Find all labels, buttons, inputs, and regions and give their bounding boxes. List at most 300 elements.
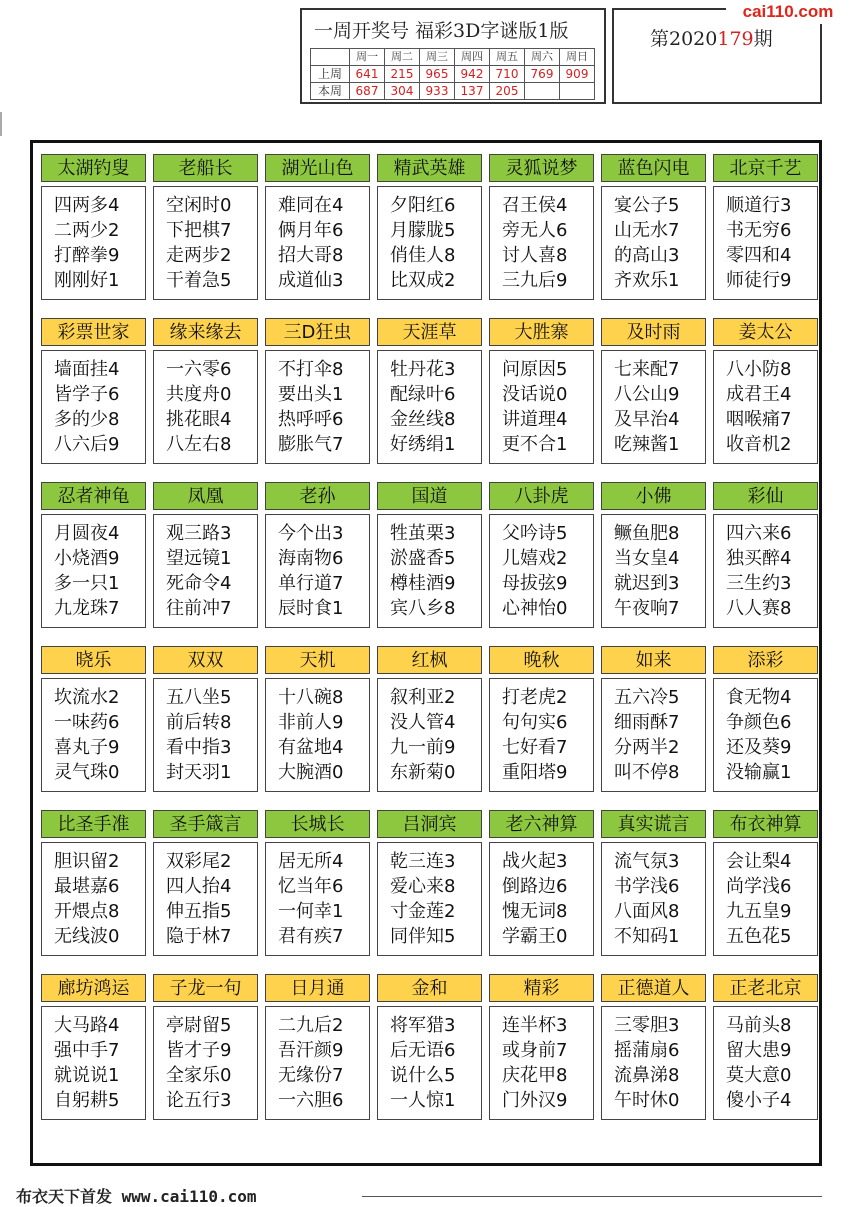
puzzle-author: 廊坊鸿运 xyxy=(41,974,146,1002)
puzzle-line: 不知码1 xyxy=(614,926,680,947)
puzzle-line: 八左右8 xyxy=(166,434,232,455)
puzzle-body xyxy=(153,350,258,464)
puzzle-line: 一六胆6 xyxy=(278,1090,344,1111)
puzzle-line: 死命令4 xyxy=(166,573,232,594)
puzzle-line: 无缘份7 xyxy=(278,1065,344,1086)
puzzle-cell xyxy=(153,974,258,1122)
puzzle-line: 傻小子4 xyxy=(726,1090,792,1111)
puzzle-line: 尚学浅6 xyxy=(726,876,792,897)
puzzle-author: 圣手箴言 xyxy=(153,810,258,838)
puzzle-line: 二九后2 xyxy=(278,1015,344,1036)
puzzle-author: 真实谎言 xyxy=(601,810,706,838)
puzzle-line: 当女皇4 xyxy=(614,548,680,569)
puzzle-line: 月朦胧5 xyxy=(390,220,456,241)
puzzle-body xyxy=(377,350,482,464)
puzzle-author: 三D狂虫 xyxy=(265,318,370,346)
puzzle-cell xyxy=(265,154,370,302)
puzzle-author: 添彩 xyxy=(713,646,818,674)
puzzle-author: 精彩 xyxy=(489,974,594,1002)
puzzle-line: 吾汗颜9 xyxy=(278,1040,344,1061)
puzzle-line: 隐于林7 xyxy=(166,926,232,947)
issue-number-red: 179 xyxy=(717,28,754,50)
puzzle-line: 往前冲7 xyxy=(166,598,232,619)
puzzle-body xyxy=(265,842,370,956)
puzzle-line: 成君王4 xyxy=(726,384,792,405)
puzzle-line: 一味药6 xyxy=(54,712,120,733)
row-label: 本周 xyxy=(311,83,350,100)
puzzle-line: 流鼻涕8 xyxy=(614,1065,680,1086)
puzzle-line: 望远镜1 xyxy=(166,548,232,569)
puzzle-cell xyxy=(489,482,594,630)
puzzle-line: 膨胀气7 xyxy=(278,434,344,455)
puzzle-line: 亭尉留5 xyxy=(166,1015,232,1036)
puzzle-line: 旁无人6 xyxy=(502,220,568,241)
puzzle-line: 好绣绢1 xyxy=(390,434,456,455)
puzzle-line: 双彩尾2 xyxy=(166,851,232,872)
puzzle-author: 忍者神龟 xyxy=(41,482,146,510)
puzzle-cell xyxy=(713,646,818,794)
puzzle-cell xyxy=(41,154,146,302)
puzzle-author: 吕洞宾 xyxy=(377,810,482,838)
puzzle-line: 更不合1 xyxy=(502,434,568,455)
puzzle-line: 皆学子6 xyxy=(54,384,120,405)
draw-number: 687 xyxy=(350,83,385,100)
puzzle-line: 四六来6 xyxy=(726,523,792,544)
puzzle-line: 还及葵9 xyxy=(726,737,792,758)
puzzle-line: 比双成2 xyxy=(390,270,456,291)
puzzle-author: 湖光山色 xyxy=(265,154,370,182)
puzzle-cell xyxy=(153,482,258,630)
puzzle-line: 无线波0 xyxy=(54,926,120,947)
draw-number: 137 xyxy=(455,83,490,100)
puzzle-author: 国道 xyxy=(377,482,482,510)
puzzle-cell xyxy=(41,482,146,630)
puzzle-cell xyxy=(377,482,482,630)
puzzle-body xyxy=(713,350,818,464)
puzzle-line: 三生约3 xyxy=(726,573,792,594)
puzzle-line: 四人抬4 xyxy=(166,876,232,897)
puzzle-line: 成道仙3 xyxy=(278,270,344,291)
puzzle-line: 八人赛8 xyxy=(726,598,792,619)
puzzle-line: 零四和4 xyxy=(726,245,792,266)
puzzle-line: 顺道行3 xyxy=(726,195,792,216)
puzzle-body xyxy=(265,350,370,464)
puzzle-line: 莫大意0 xyxy=(726,1065,792,1086)
puzzle-author: 双双 xyxy=(153,646,258,674)
puzzle-line: 共度舟0 xyxy=(166,384,232,405)
puzzle-line: 宴公子5 xyxy=(614,195,680,216)
puzzle-line: 牡丹花3 xyxy=(390,359,456,380)
draw-number: 909 xyxy=(560,66,595,83)
puzzle-line: 论五行3 xyxy=(166,1090,232,1111)
puzzle-line: 下把棋7 xyxy=(166,220,232,241)
puzzle-cell xyxy=(489,154,594,302)
puzzle-line: 的高山3 xyxy=(614,245,680,266)
puzzle-author: 天机 xyxy=(265,646,370,674)
puzzle-line: 居无所4 xyxy=(278,851,344,872)
puzzle-line: 午时休0 xyxy=(614,1090,680,1111)
puzzle-line: 将军猎3 xyxy=(390,1015,456,1036)
puzzle-body xyxy=(377,678,482,792)
puzzle-author: 太湖钓叟 xyxy=(41,154,146,182)
puzzle-line: 讲道理4 xyxy=(502,409,568,430)
puzzle-body xyxy=(41,678,146,792)
issue-prefix: 第2020 xyxy=(650,28,718,50)
puzzle-cell xyxy=(713,482,818,630)
puzzle-line: 小烧酒9 xyxy=(54,548,120,569)
puzzle-author: 红枫 xyxy=(377,646,482,674)
puzzle-line: 独买醉4 xyxy=(726,548,792,569)
puzzle-line: 打老虎2 xyxy=(502,687,568,708)
puzzle-line: 三零胆3 xyxy=(614,1015,680,1036)
puzzle-line: 八小防8 xyxy=(726,359,792,380)
puzzle-author: 老六神算 xyxy=(489,810,594,838)
puzzle-cell xyxy=(601,482,706,630)
draw-number: 769 xyxy=(525,66,560,83)
puzzle-line: 战火起3 xyxy=(502,851,568,872)
puzzle-author: 金和 xyxy=(377,974,482,1002)
puzzle-line: 干着急5 xyxy=(166,270,232,291)
puzzle-line: 门外汉9 xyxy=(502,1090,568,1111)
puzzle-line: 难同在4 xyxy=(278,195,344,216)
puzzle-line: 书学浅6 xyxy=(614,876,680,897)
puzzle-author: 日月通 xyxy=(265,974,370,1002)
puzzle-line: 留大患9 xyxy=(726,1040,792,1061)
puzzle-author: 缘来缘去 xyxy=(153,318,258,346)
puzzle-author: 天涯草 xyxy=(377,318,482,346)
puzzle-line: 全家乐0 xyxy=(166,1065,232,1086)
puzzle-line: 师徒行9 xyxy=(726,270,792,291)
puzzle-line: 八六后9 xyxy=(54,434,120,455)
puzzle-author: 精武英雄 xyxy=(377,154,482,182)
puzzle-line: 强中手7 xyxy=(54,1040,120,1061)
puzzle-cell xyxy=(265,974,370,1122)
puzzle-line: 五色花5 xyxy=(726,926,792,947)
puzzle-line: 要出头1 xyxy=(278,384,344,405)
puzzle-line: 鳜鱼肥8 xyxy=(614,523,680,544)
day-label: 周四 xyxy=(455,49,490,66)
puzzle-author: 长城长 xyxy=(265,810,370,838)
puzzle-line: 没人管4 xyxy=(390,712,456,733)
puzzle-body xyxy=(601,678,706,792)
puzzle-body xyxy=(377,514,482,628)
puzzle-body xyxy=(153,842,258,956)
results-day-row xyxy=(311,49,595,66)
puzzle-line: 父吟诗5 xyxy=(502,523,568,544)
puzzle-cell xyxy=(265,646,370,794)
puzzle-body xyxy=(489,842,594,956)
puzzle-cell xyxy=(377,646,482,794)
site-logo: cai110.com xyxy=(726,0,850,24)
draw-number: 215 xyxy=(385,66,420,83)
puzzle-body xyxy=(265,678,370,792)
puzzle-line: 庆花甲8 xyxy=(502,1065,568,1086)
puzzle-body xyxy=(41,350,146,464)
puzzle-line: 皆才子9 xyxy=(166,1040,232,1061)
puzzle-line: 愧无词8 xyxy=(502,901,568,922)
draw-number: 710 xyxy=(490,66,525,83)
puzzle-cell xyxy=(601,646,706,794)
day-label: 周六 xyxy=(525,49,560,66)
puzzle-cell xyxy=(153,154,258,302)
puzzle-line: 收音机2 xyxy=(726,434,792,455)
puzzle-cell xyxy=(265,318,370,466)
puzzle-line: 二两少2 xyxy=(54,220,120,241)
results-row-last-week xyxy=(311,66,595,83)
puzzle-line: 争颜色6 xyxy=(726,712,792,733)
puzzle-line: 观三路3 xyxy=(166,523,232,544)
puzzle-line: 热呼呼6 xyxy=(278,409,344,430)
puzzle-line: 咽喉痛7 xyxy=(726,409,792,430)
puzzle-cell xyxy=(601,318,706,466)
puzzle-author: 比圣手准 xyxy=(41,810,146,838)
puzzle-cell xyxy=(377,974,482,1122)
draw-number: 304 xyxy=(385,83,420,100)
puzzle-line: 说什么5 xyxy=(390,1065,456,1086)
puzzle-line: 有盆地4 xyxy=(278,737,344,758)
puzzle-cell xyxy=(41,646,146,794)
puzzle-line: 伸五指5 xyxy=(166,901,232,922)
puzzle-author: 八卦虎 xyxy=(489,482,594,510)
footer-credit: 布衣天下首发 www.cai110.com xyxy=(16,1187,257,1206)
puzzle-line: 辰时食1 xyxy=(278,598,344,619)
puzzle-author: 及时雨 xyxy=(601,318,706,346)
puzzle-line: 不打伞8 xyxy=(278,359,344,380)
puzzle-line: 母拔弦9 xyxy=(502,573,568,594)
puzzle-author: 蓝色闪电 xyxy=(601,154,706,182)
puzzle-body xyxy=(601,842,706,956)
results-table xyxy=(310,48,595,100)
puzzle-line: 大马路4 xyxy=(54,1015,120,1036)
puzzle-cell xyxy=(377,318,482,466)
puzzle-cell xyxy=(601,974,706,1122)
puzzle-cell xyxy=(41,810,146,958)
puzzle-line: 分两半2 xyxy=(614,737,680,758)
puzzle-body xyxy=(601,350,706,464)
puzzle-line: 开煨点8 xyxy=(54,901,120,922)
puzzle-body xyxy=(153,1006,258,1120)
puzzle-author: 如来 xyxy=(601,646,706,674)
puzzle-body xyxy=(41,842,146,956)
puzzle-line: 最堪嘉6 xyxy=(54,876,120,897)
puzzle-line: 流气氛3 xyxy=(614,851,680,872)
puzzle-author: 彩仙 xyxy=(713,482,818,510)
puzzle-author: 彩票世家 xyxy=(41,318,146,346)
puzzle-line: 君有疾7 xyxy=(278,926,344,947)
puzzle-body xyxy=(713,1006,818,1120)
puzzle-line: 封天羽1 xyxy=(166,762,232,783)
puzzle-cell xyxy=(153,810,258,958)
puzzle-author: 晓乐 xyxy=(41,646,146,674)
puzzle-line: 爱心来8 xyxy=(390,876,456,897)
puzzle-line: 牲茧栗3 xyxy=(390,523,456,544)
puzzle-body xyxy=(377,842,482,956)
puzzle-line: 九五皇9 xyxy=(726,901,792,922)
puzzle-line: 八面风8 xyxy=(614,901,680,922)
puzzle-body xyxy=(601,186,706,300)
puzzle-line: 夕阳红6 xyxy=(390,195,456,216)
puzzle-line: 叙利亚2 xyxy=(390,687,456,708)
puzzle-line: 吃辣酱1 xyxy=(614,434,680,455)
puzzle-line: 午夜响7 xyxy=(614,598,680,619)
puzzle-line: 灵气珠0 xyxy=(54,762,120,783)
day-label: 周五 xyxy=(490,49,525,66)
issue-number xyxy=(650,24,773,51)
puzzle-body xyxy=(265,514,370,628)
puzzle-cell xyxy=(153,318,258,466)
puzzle-line: 或身前7 xyxy=(502,1040,568,1061)
puzzle-cell xyxy=(41,974,146,1122)
puzzle-cell xyxy=(265,810,370,958)
puzzle-line: 九一前9 xyxy=(390,737,456,758)
puzzle-body xyxy=(377,1006,482,1120)
puzzle-line: 句句实6 xyxy=(502,712,568,733)
draw-number: 205 xyxy=(490,83,525,100)
puzzle-line: 忆当年6 xyxy=(278,876,344,897)
puzzle-line: 叫不停8 xyxy=(614,762,680,783)
puzzle-author: 灵狐说梦 xyxy=(489,154,594,182)
puzzle-line: 儿嬉戏2 xyxy=(502,548,568,569)
puzzle-line: 自躬耕5 xyxy=(54,1090,120,1111)
puzzle-line: 细雨酥7 xyxy=(614,712,680,733)
puzzle-line: 三九后9 xyxy=(502,270,568,291)
puzzle-line: 寸金莲2 xyxy=(390,901,456,922)
puzzle-line: 大腕酒0 xyxy=(278,762,344,783)
puzzle-line: 七好看7 xyxy=(502,737,568,758)
puzzle-line: 海南物6 xyxy=(278,548,344,569)
puzzle-author: 凤凰 xyxy=(153,482,258,510)
puzzle-line: 及早治4 xyxy=(614,409,680,430)
puzzle-cell xyxy=(377,810,482,958)
results-title: 一周开奖号 福彩3D字谜版1版 xyxy=(314,20,569,42)
corner-cell xyxy=(311,49,350,66)
puzzle-line: 多一只1 xyxy=(54,573,120,594)
puzzle-line: 俩月年6 xyxy=(278,220,344,241)
puzzle-body xyxy=(265,1006,370,1120)
results-row-this-week xyxy=(311,83,595,100)
puzzle-line: 重阳塔9 xyxy=(502,762,568,783)
puzzle-cell xyxy=(713,318,818,466)
puzzle-line: 问原因5 xyxy=(502,359,568,380)
puzzle-line: 就说说1 xyxy=(54,1065,120,1086)
puzzle-author: 老孙 xyxy=(265,482,370,510)
puzzle-line: 心神怡0 xyxy=(502,598,568,619)
day-label: 周一 xyxy=(350,49,385,66)
draw-number: 942 xyxy=(455,66,490,83)
puzzle-line: 食无物4 xyxy=(726,687,792,708)
draw-number: 933 xyxy=(420,83,455,100)
weekly-results-box xyxy=(300,8,606,104)
puzzle-cell xyxy=(489,318,594,466)
puzzle-body xyxy=(601,514,706,628)
puzzle-line: 淤盛香5 xyxy=(390,548,456,569)
puzzle-cell xyxy=(489,974,594,1122)
puzzle-line: 非前人9 xyxy=(278,712,344,733)
puzzle-line: 五八坐5 xyxy=(166,687,232,708)
puzzle-line: 倒路边6 xyxy=(502,876,568,897)
puzzle-line: 九龙珠7 xyxy=(54,598,120,619)
puzzle-line: 今个出3 xyxy=(278,523,344,544)
puzzle-body xyxy=(489,350,594,464)
puzzle-line: 就迟到3 xyxy=(614,573,680,594)
puzzle-line: 东新菊0 xyxy=(390,762,456,783)
day-label: 周三 xyxy=(420,49,455,66)
puzzle-line: 同伴知5 xyxy=(390,926,456,947)
puzzle-line: 宾八乡8 xyxy=(390,598,456,619)
puzzle-author: 大胜寨 xyxy=(489,318,594,346)
puzzle-cell xyxy=(713,974,818,1122)
puzzle-line: 喜丸子9 xyxy=(54,737,120,758)
puzzle-body xyxy=(713,678,818,792)
puzzle-line: 五六冷5 xyxy=(614,687,680,708)
puzzle-body xyxy=(41,186,146,300)
puzzle-line: 樽桂酒9 xyxy=(390,573,456,594)
puzzle-author: 布衣神算 xyxy=(713,810,818,838)
puzzle-line: 看中指3 xyxy=(166,737,232,758)
puzzle-body xyxy=(713,514,818,628)
puzzle-line: 月圆夜4 xyxy=(54,523,120,544)
footer-rule xyxy=(362,1196,822,1197)
puzzle-line: 一人惊1 xyxy=(390,1090,456,1111)
puzzle-cell xyxy=(713,810,818,958)
puzzle-body xyxy=(489,678,594,792)
puzzle-line: 胆识留2 xyxy=(54,851,120,872)
puzzle-line: 召王侯4 xyxy=(502,195,568,216)
puzzle-line: 山无水7 xyxy=(614,220,680,241)
puzzle-body xyxy=(377,186,482,300)
puzzle-cell xyxy=(377,154,482,302)
puzzle-grid xyxy=(30,140,822,1166)
puzzle-line: 俏佳人8 xyxy=(390,245,456,266)
puzzle-line: 一何幸1 xyxy=(278,901,344,922)
puzzle-author: 小佛 xyxy=(601,482,706,510)
puzzle-line: 多的少8 xyxy=(54,409,120,430)
puzzle-line: 挑花眼4 xyxy=(166,409,232,430)
puzzle-author: 正老北京 xyxy=(713,974,818,1002)
puzzle-body xyxy=(153,514,258,628)
puzzle-author: 姜太公 xyxy=(713,318,818,346)
puzzle-body xyxy=(601,1006,706,1120)
row-label: 上周 xyxy=(311,66,350,83)
puzzle-body xyxy=(153,186,258,300)
puzzle-author: 北京千艺 xyxy=(713,154,818,182)
puzzle-line: 坎流水2 xyxy=(54,687,120,708)
puzzle-line: 单行道7 xyxy=(278,573,344,594)
puzzle-line: 学霸王0 xyxy=(502,926,568,947)
puzzle-line: 打醉拳9 xyxy=(54,245,120,266)
puzzle-body xyxy=(489,514,594,628)
draw-number xyxy=(525,83,560,100)
puzzle-line: 配绿叶6 xyxy=(390,384,456,405)
puzzle-cell xyxy=(489,810,594,958)
puzzle-line: 空闲时0 xyxy=(166,195,232,216)
puzzle-line: 讨人喜8 xyxy=(502,245,568,266)
puzzle-body xyxy=(41,1006,146,1120)
puzzle-author: 老船长 xyxy=(153,154,258,182)
puzzle-body xyxy=(489,1006,594,1120)
puzzle-body xyxy=(713,186,818,300)
puzzle-line: 八公山9 xyxy=(614,384,680,405)
puzzle-cell xyxy=(265,482,370,630)
puzzle-body xyxy=(41,514,146,628)
puzzle-body xyxy=(153,678,258,792)
puzzle-line: 书无穷6 xyxy=(726,220,792,241)
puzzle-line: 十八碗8 xyxy=(278,687,344,708)
puzzle-cell xyxy=(601,154,706,302)
puzzle-line: 前后转8 xyxy=(166,712,232,733)
puzzle-line: 四两多4 xyxy=(54,195,120,216)
puzzle-cell xyxy=(601,810,706,958)
